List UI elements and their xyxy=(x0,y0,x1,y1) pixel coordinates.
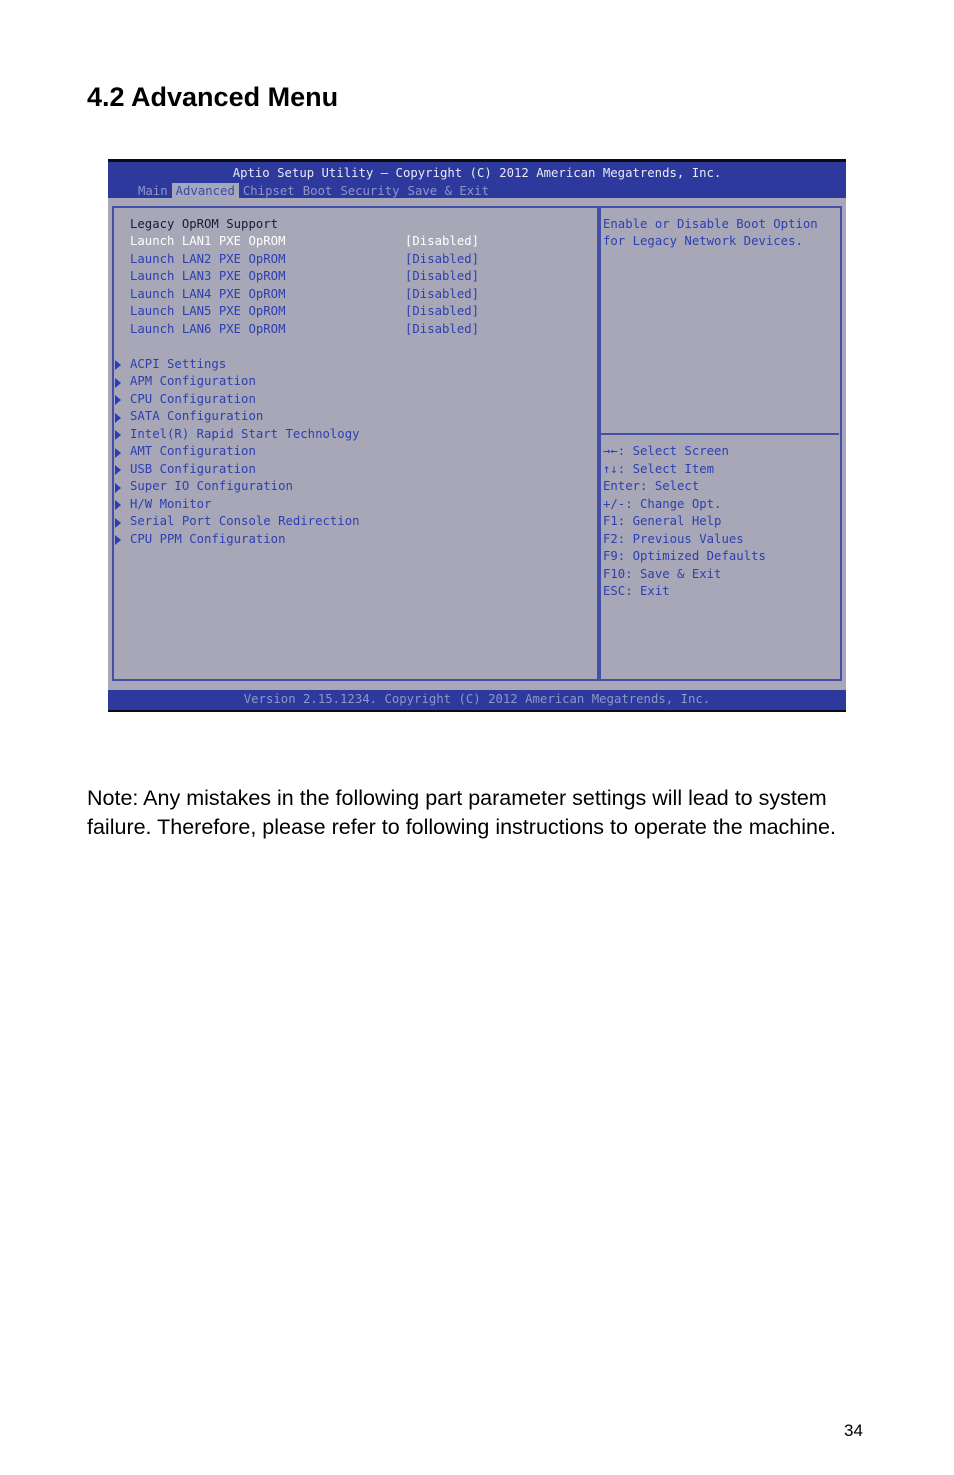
option-lan1-value[interactable]: [Disabled] xyxy=(405,234,480,248)
tab-main[interactable]: Main xyxy=(138,184,168,198)
tab-boot[interactable]: Boot xyxy=(302,184,333,198)
help-divider xyxy=(601,433,839,435)
tab-save-exit[interactable]: Save & Exit xyxy=(407,184,489,198)
submenu-hw-monitor[interactable]: H/W Monitor xyxy=(130,497,212,511)
tab-advanced[interactable]: Advanced xyxy=(172,183,239,200)
bios-footer-text: Version 2.15.1234. Copyright (C) 2012 American Megatrends, Inc. xyxy=(243,692,711,706)
option-lan3-label[interactable]: Launch LAN3 PXE OpROM xyxy=(130,269,286,283)
submenu-arrow-icon xyxy=(115,518,121,528)
option-lan3-value[interactable]: [Disabled] xyxy=(405,269,480,283)
submenu-arrow-icon xyxy=(115,430,121,440)
submenu-cpu-configuration[interactable]: CPU Configuration xyxy=(130,392,256,406)
submenu-sata-configuration[interactable]: SATA Configuration xyxy=(130,409,264,423)
submenu-arrow-icon xyxy=(115,465,121,475)
option-lan5-value[interactable]: [Disabled] xyxy=(405,304,480,318)
bios-footer xyxy=(108,690,846,710)
option-lan5-label[interactable]: Launch LAN5 PXE OpROM xyxy=(130,304,286,318)
option-lan2-label[interactable]: Launch LAN2 PXE OpROM xyxy=(130,252,286,266)
submenu-usb-configuration[interactable]: USB Configuration xyxy=(130,462,256,476)
option-lan1-label[interactable]: Launch LAN1 PXE OpROM xyxy=(130,234,286,248)
key-hint-f2: F2: Previous Values xyxy=(603,532,744,546)
option-lan4-label[interactable]: Launch LAN4 PXE OpROM xyxy=(130,287,286,301)
key-hint-esc: ESC: Exit xyxy=(603,584,670,598)
submenu-arrow-icon xyxy=(115,483,121,493)
bios-header xyxy=(108,162,846,198)
submenu-arrow-icon xyxy=(115,378,121,388)
submenu-arrow-icon xyxy=(115,500,121,510)
submenu-apm-configuration[interactable]: APM Configuration xyxy=(130,374,256,388)
submenu-super-io[interactable]: Super IO Configuration xyxy=(130,479,293,493)
key-hint-select-item: ↑↓: Select Item xyxy=(603,462,715,476)
submenu-arrow-icon xyxy=(115,360,121,370)
option-lan4-value[interactable]: [Disabled] xyxy=(405,287,480,301)
key-hint-change-opt: +/-: Change Opt. xyxy=(603,497,722,511)
option-lan6-label[interactable]: Launch LAN6 PXE OpROM xyxy=(130,322,286,336)
bios-main-area xyxy=(108,198,846,690)
submenu-arrow-icon xyxy=(115,413,121,423)
submenu-rapid-start[interactable]: Intel(R) Rapid Start Technology xyxy=(130,427,360,441)
option-lan6-value[interactable]: [Disabled] xyxy=(405,322,480,336)
key-hint-f9: F9: Optimized Defaults xyxy=(603,549,766,563)
help-text-line: for Legacy Network Devices. xyxy=(603,234,803,248)
tab-chipset[interactable]: Chipset xyxy=(242,184,295,198)
key-hint-f1: F1: General Help xyxy=(603,514,722,528)
submenu-arrow-icon xyxy=(115,448,121,458)
section-header: Legacy OpROM Support xyxy=(130,217,279,231)
note-paragraph: Note: Any mistakes in the following part parameter settings will lead to system failure. Therefore, please refer to following instructions to operate the machine. xyxy=(87,786,836,839)
submenu-amt-configuration[interactable]: AMT Configuration xyxy=(130,444,256,458)
section-title: 4.2 Advanced Menu xyxy=(87,82,339,112)
key-hint-select-screen: →←: Select Screen xyxy=(603,444,729,458)
key-hint-enter: Enter: Select xyxy=(603,479,700,493)
tab-security[interactable]: Security xyxy=(340,184,400,198)
submenu-arrow-icon xyxy=(115,395,121,405)
submenu-arrow-icon xyxy=(115,535,121,545)
bios-title: Aptio Setup Utility – Copyright (C) 2012 American Megatrends, Inc. xyxy=(232,166,722,180)
help-text-line: Enable or Disable Boot Option xyxy=(603,217,818,231)
page-number: 34 xyxy=(844,1421,863,1440)
submenu-acpi-settings[interactable]: ACPI Settings xyxy=(130,357,227,371)
submenu-cpu-ppm[interactable]: CPU PPM Configuration xyxy=(130,532,286,546)
key-hint-f10: F10: Save & Exit xyxy=(603,567,722,581)
submenu-serial-redirection[interactable]: Serial Port Console Redirection xyxy=(130,514,360,528)
bios-screenshot xyxy=(108,159,846,712)
option-lan2-value[interactable]: [Disabled] xyxy=(405,252,480,266)
